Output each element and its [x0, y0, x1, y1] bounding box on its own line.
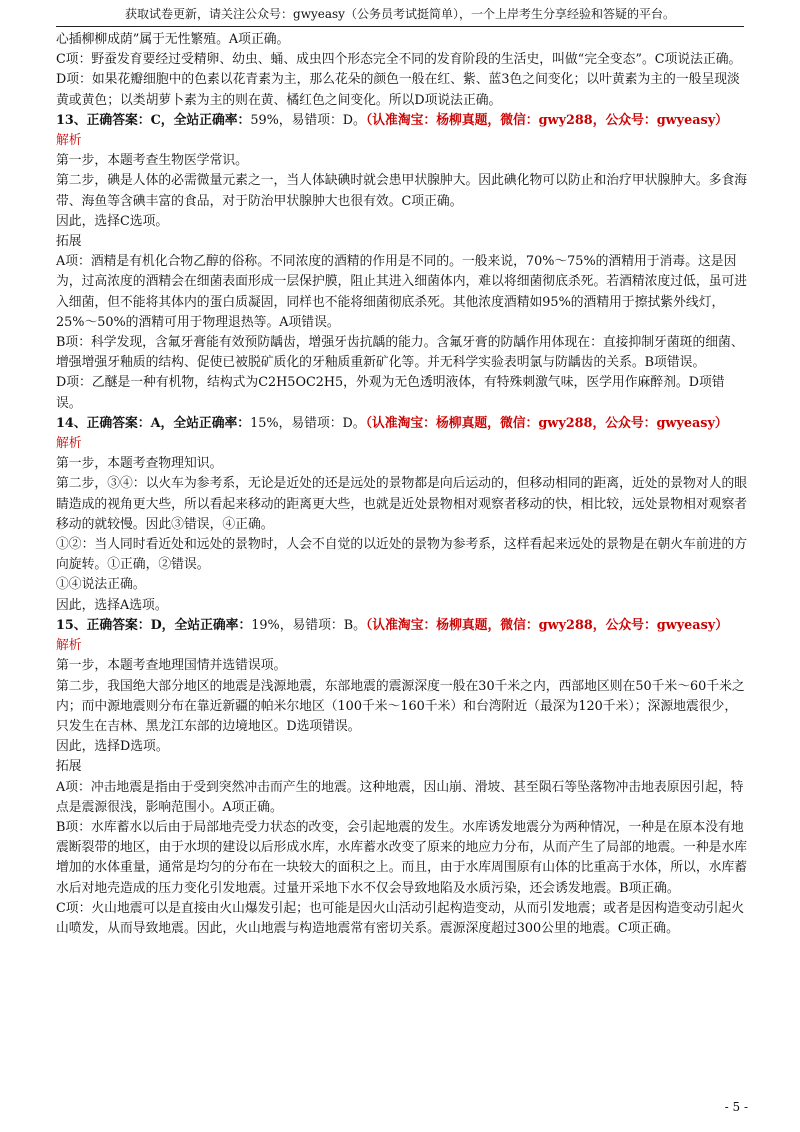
paragraph: B项：科学发现，含氟牙膏能有效预防龋齿，增强牙齿抗龋的能力。含氟牙膏的防龋作用体现在：直接抑制牙菌斑的细菌、增强增强牙釉质的结构、促使已被脱矿质化的牙釉质重新矿化等。并无科学实验表明氯与防龋齿的关系。B项错误。 — [56, 335, 744, 371]
promo-text: （认准淘宝：杨柳真题，微信：gwy288，公众号：gwyeasy） — [365, 112, 728, 128]
extension-label: 拓展 — [56, 234, 82, 250]
page-header: 获取试卷更新，请关注公众号：gwyeasy（公务员考试挺简单），一个上岸考生分享经验和答疑的平台。 — [56, 4, 744, 27]
question-13-header — [56, 111, 748, 131]
page-number: - 5 - — [724, 1100, 748, 1114]
paragraph: 第一步，本题考查物理知识。 — [56, 456, 223, 472]
paragraph: 因此，选择A选项。 — [56, 597, 168, 613]
promo-text: （认准淘宝：杨柳真题，微信：gwy288，公众号：gwyeasy） — [365, 617, 729, 633]
question-answer: 13、正确答案：C，全站正确率： — [56, 112, 251, 128]
paragraph: C项：火山地震可以是直接由火山爆发引起；也可能是因火山活动引起构造变动，从而引发地震；或者是因构造变动引起火山喷发，从而导致地震。因此，火山地震与构造地震常有密切关系。震源深度超过300公里的地震。C项正确。 — [56, 900, 745, 936]
question-answer: 14、正确答案：A，全站正确率： — [56, 415, 251, 431]
paragraph: 心插柳柳成荫”属于无性繁殖。A项正确。 — [56, 32, 290, 47]
promo-text: （认准淘宝：杨柳真题，微信：gwy288，公众号：gwyeasy） — [365, 415, 728, 431]
paragraph: D项：如果花瓣细胞中的色素以花青素为主，那么花朵的颜色一般在红、紫、蓝3色之间变化；以叶黄素为主的一般呈现淡黄或黄色；以类胡萝卜素为主的则在黄、橘红色之间变化。所以D项说法正确。 — [56, 72, 740, 108]
analysis-label: 解析 — [56, 436, 82, 452]
paragraph: 第二步，③④：以火车为参考系，无论是近处的还是远处的景物都是向后运动的，但移动相同的距离，近处的景物对人的眼睛造成的视角更大些，所以看起来移动的距离更大些，也就是近处景物相对观察者移动的快，相比较，远处景物相对观察者移动的就较慢。因此③错误，④正确。 — [56, 476, 748, 532]
question-stats: 19%，易错项：B。 — [251, 617, 366, 633]
analysis-label: 解析 — [56, 133, 82, 149]
question-answer: 15、正确答案：D，全站正确率： — [56, 617, 252, 633]
paragraph: D项：乙醚是一种有机物，结构式为C2H5OC2H5，外观为无色透明液体，有特殊刺激气味，医学用作麻醉剂。D项错误。 — [56, 375, 725, 411]
paragraph: C项：野蚕发育要经过受精卵、幼虫、蛹、成虫四个形态完全不同的发育阶段的生活史，叫做“完全变态”。C项说法正确。 — [56, 52, 742, 68]
paragraph: 第一步，本题考查地理国情并选错误项。 — [56, 658, 287, 674]
analysis-label: 解析 — [56, 638, 82, 654]
extension-label: 拓展 — [56, 759, 82, 775]
paragraph: 因此，选择D选项。 — [56, 739, 169, 755]
paragraph: 因此，选择C选项。 — [56, 213, 169, 229]
question-stats: 15%，易错项：D。 — [250, 415, 366, 431]
paragraph: 第二步，碘是人体的必需微量元素之一，当人体缺碘时就会患甲状腺肿大。因此碘化物可以防止和治疗甲状腺肿大。多食海带、海鱼等含碘丰富的食品，对于防治甲状腺肿大也很有效。C项正确。 — [56, 173, 748, 209]
paragraph: A项：冲击地震是指由于受到突然冲击而产生的地震。这种地震，因山崩、滑坡、甚至陨石等坠落物冲击地表原因引起，特点是震源很浅，影响范围小。A项正确。 — [56, 779, 744, 815]
document-body — [56, 30, 748, 939]
paragraph: 第二步，我国绝大部分地区的地震是浅源地震，东部地震的震源深度一般在30千米之内，西部地区则在50千米～60千米之内；而中源地震则分布在靠近新疆的帕米尔地区（100千米～160千米）和台湾附近（最深为120千米）；深源地震很少，只发生在吉林、黑龙江东部的边境地区。D选项错误。 — [56, 678, 745, 734]
paragraph: ①④说法正确。 — [56, 577, 146, 593]
paragraph: 第一步，本题考查生物医学常识。 — [56, 153, 248, 169]
question-stats: 59%，易错项：D。 — [250, 112, 366, 128]
question-15-header — [56, 616, 748, 636]
question-14-header — [56, 414, 748, 434]
paragraph: A项：酒精是有机化合物乙醇的俗称。不同浓度的酒精的作用是不同的。一般来说，70%～75%的酒精用于消毒。这是因为，过高浓度的酒精会在细菌表面形成一层保护膜，阻止其进入细菌体内，难以将细菌彻底杀死。若酒精浓度过低，虽可进入细菌，但不能将其体内的蛋白质凝固，同样也不能将细菌彻底杀死。其他浓度酒精如95%的酒精用于擦拭紫外线灯，25%～50%的酒精可用于物理退热等。A项错误。 — [56, 254, 748, 330]
paragraph: B项：水库蓄水以后由于局部地壳受力状态的改变，会引起地震的发生。水库诱发地震分为两种情况，一种是在原本没有地震断裂带的地区，由于水坝的建设以后形成水库，水库蓄水改变了原来的地应力分布，从而产生了局部的地震。一种是水库增加的水体重量，通常是均匀的分布在一块较大的面积之上。而且，由于水库周围原有山体的比重高于水体，所以，水库蓄水后对地壳造成的压力变化引发地震。过量开采地下水不仅会导致地陷及水质污染，还会诱发地震。B项正确。 — [56, 819, 748, 896]
paragraph: ①②：当人同时看近处和远处的景物时，人会不自觉的以近处的景物为参考系，这样看起来远处的景物是在朝火车前进的方向旋转。①正确，②错误。 — [56, 537, 748, 573]
